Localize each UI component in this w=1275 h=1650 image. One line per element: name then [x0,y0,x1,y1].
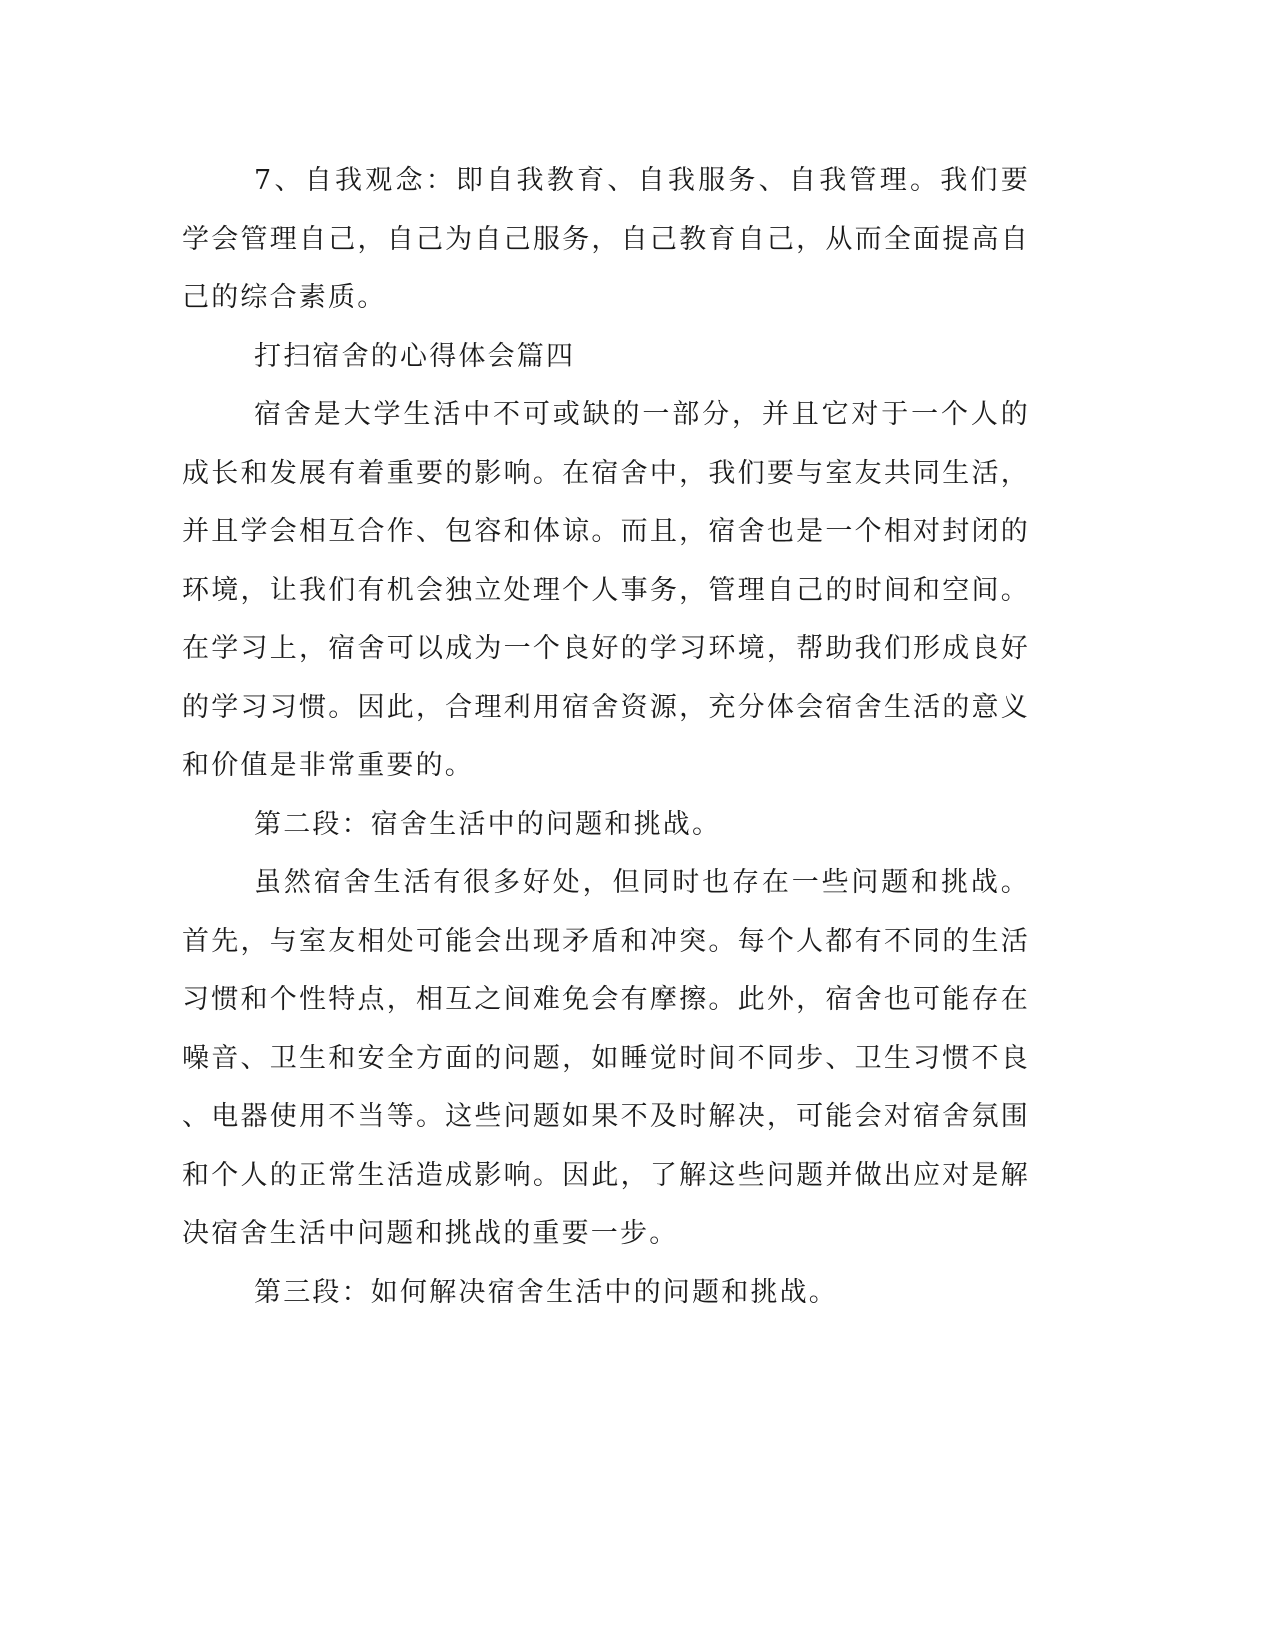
section-heading-third: 第三段：如何解决宿舍生活中的问题和挑战。 [254,1276,838,1308]
section-heading-second: 第二段：宿舍生活中的问题和挑战。 [254,808,722,840]
paragraph-self-concept: 7、自我观念：即自我教育、自我服务、自我管理。我们要学会管理自己，自己为自己服务，自己教育自己，从而全面提高自己的综合素质。 [182,165,1030,313]
paragraph-dorm-importance: 宿舍是大学生活中不可或缺的一部分，并且它对于一个人的成长和发展有着重要的影响。在宿舍中，我们要与室友共同生活，并且学会相互合作、包容和体谅。而且，宿舍也是一个相对封闭的环境，让我们有机会独立处理个人事务，管理自己的时间和空间。在学习上，宿舍可以成为一个良好的学习环境，帮助我们形成良好的学习习惯。因此，合理利用宿舍资源，充分体会宿舍生活的意义和价值是非常重要的。 [182,399,1030,781]
paragraph-dorm-problems: 虽然宿舍生活有很多好处，但同时也存在一些问题和挑战。首先，与室友相处可能会出现矛盾和冲突。每个人都有不同的生活习惯和个性特点，相互之间难免会有摩擦。此外，宿舍也可能存在噪音、卫生和安全方面的问题，如睡觉时间不同步、卫生习惯不良、电器使用不当等。这些问题如果不及时解决，可能会对宿舍氛围和个人的正常生活造成影响。因此，了解这些问题并做出应对是解决宿舍生活中问题和挑战的重要一步。 [182,867,1030,1249]
section-heading-part-four: 打扫宿舍的心得体会篇四 [254,340,576,372]
document-body [182,152,1030,1322]
